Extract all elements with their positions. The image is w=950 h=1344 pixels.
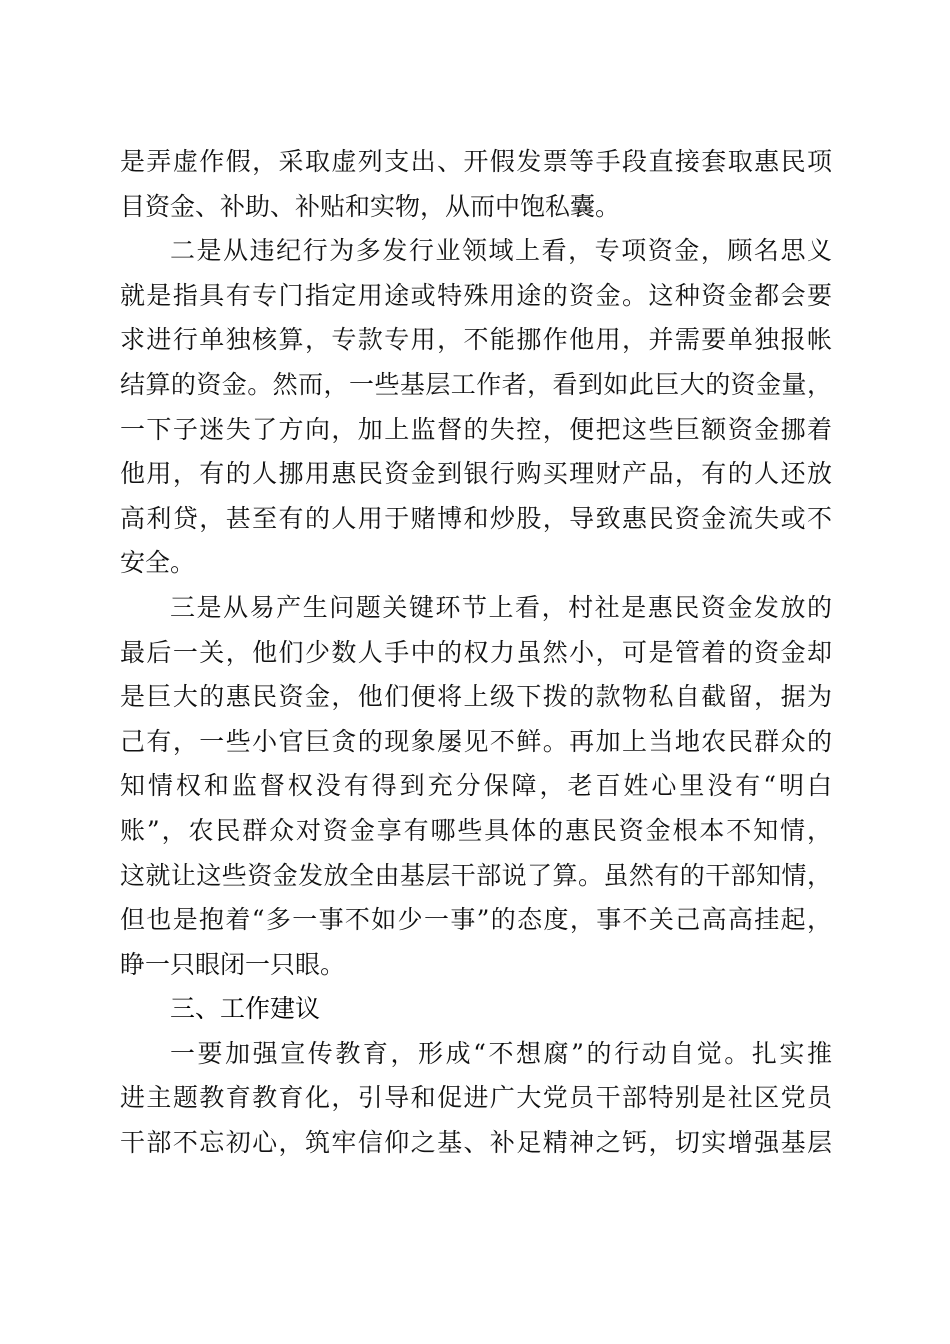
paragraph-line: 是巨大的惠民资金，他们便将上级下拨的款物私自截留，据为 [120, 682, 832, 712]
paragraph-line: 干部不忘初心，筑牢信仰之基、补足精神之钙，切实增强基层 [120, 1128, 832, 1158]
section-heading: 三、工作建议 [170, 994, 321, 1024]
paragraph-line: 一要加强宣传教育，形成“不想腐”的行动自觉。扎实推 [170, 1038, 832, 1068]
document-body [120, 140, 832, 1166]
paragraph-line: 但也是抱着“多一事不如少一事”的态度，事不关己高高挂起， [120, 905, 832, 935]
paragraph-2 [120, 229, 832, 586]
paragraph-line: 睁一只眼闭一只眼。 [120, 949, 346, 979]
paragraph-line: 求进行单独核算，专款专用，不能挪作他用，并需要单独报帐 [120, 325, 832, 355]
paragraph-line: 最后一关，他们少数人手中的权力虽然小，可是管着的资金却 [120, 637, 832, 667]
paragraph-line: 二是从违纪行为多发行业领域上看，专项资金，顾名思义 [170, 236, 832, 266]
paragraph-line: 安全。 [120, 548, 196, 578]
paragraph-4 [120, 1032, 832, 1166]
paragraph-line: 三是从易产生问题关键环节上看，村社是惠民资金发放的 [170, 592, 832, 622]
paragraph-1 [120, 140, 832, 229]
paragraph-line: 账”，农民群众对资金享有哪些具体的惠民资金根本不知情， [120, 815, 832, 845]
paragraph-3 [120, 586, 832, 987]
paragraph-line: 进主题教育教育化，引导和促进广大党员干部特别是社区党员 [120, 1083, 832, 1113]
paragraph-line: 一下子迷失了方向，加上监督的失控，便把这些巨额资金挪着 [120, 414, 832, 444]
paragraph-line: 目资金、补助、补贴和实物，从而中饱私囊。 [120, 191, 621, 221]
paragraph-line: 这就让这些资金发放全由基层干部说了算。虽然有的干部知情， [120, 860, 832, 890]
paragraph-line: 结算的资金。然而，一些基层工作者，看到如此巨大的资金量， [120, 369, 832, 399]
paragraph-line: 就是指具有专门指定用途或特殊用途的资金。这种资金都会要 [120, 280, 832, 310]
paragraph-line: 知情权和监督权没有得到充分保障，老百姓心里没有“明白 [120, 771, 832, 801]
paragraph-line: 高利贷，甚至有的人用于赌博和炒股，导致惠民资金流失或不 [120, 503, 832, 533]
paragraph-line: 是弄虚作假，采取虚列支出、开假发票等手段直接套取惠民项 [120, 147, 832, 176]
paragraph-line: 他用，有的人挪用惠民资金到银行购买理财产品，有的人还放 [120, 459, 832, 489]
paragraph-line: 己有，一些小官巨贪的现象屡见不鲜。再加上当地农民群众的 [120, 726, 832, 756]
